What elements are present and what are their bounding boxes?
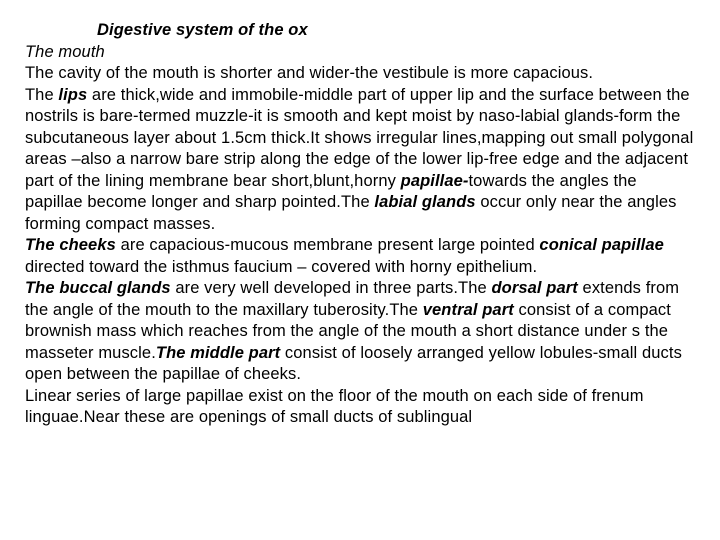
text-run: occur only near the angles forming compact masses. <box>25 193 677 233</box>
text-run: towards the angles the papillae become longer and sharp pointed.The <box>25 171 637 211</box>
text-run: directed toward the isthmus faucium – covered with horny epithelium. <box>25 257 538 276</box>
paragraph-mouth-cavity: The cavity of the mouth is shorter and wider-the vestibule is more capacious. <box>25 64 594 82</box>
text-run: are thick,wide and immobile-middle part of upper lip and the surface between the nostrils is bare-termed muzzle-it is smooth and kept moist by naso-labial glands-form the subcutaneous layer about 1.5cm thick.It shows irregular lines,mapping out small polygonal areas –also a narrow bare strip along the edge of the lower lip-free edge and the adjacent part of the lining membrane bear short,blunt,horny <box>25 85 694 190</box>
text-run: The <box>25 85 59 104</box>
term-lips: lips <box>58 85 88 104</box>
term-papillae: papillae- <box>400 171 469 190</box>
term-buccal-glands: The buccal glands <box>25 279 171 297</box>
text-run: are very well developed in three parts.The <box>170 279 492 297</box>
document-body <box>25 20 697 429</box>
section-heading-mouth: The mouth <box>25 42 105 61</box>
term-labial-glands: labial glands <box>374 193 476 211</box>
term-dorsal-part: dorsal part <box>491 279 578 297</box>
text-run: extends from the angle of the mouth to the maxillary tuberosity.The <box>25 279 680 319</box>
text-run: consist of loosely arranged yellow lobules-small ducts open between the papillae of cheeks. <box>25 343 682 383</box>
text-run: consist of a compact brownish mass which reaches from the angle of the mouth a short distance under s the masseter muscle. <box>25 300 671 362</box>
paragraph-lips <box>25 85 697 236</box>
paragraph-linear-papillae: Linear series of large papillae exist on the floor of the mouth on each side of frenum linguae.Near these are openings of small ducts of sublingual <box>25 386 644 426</box>
term-middle-part: The middle part <box>155 343 281 362</box>
document-title: Digestive system of the ox <box>97 21 308 39</box>
term-cheeks: The cheeks <box>25 236 116 254</box>
text-run: are capacious-mucous membrane present large pointed <box>115 236 540 254</box>
paragraph-buccal-glands <box>25 278 697 386</box>
term-ventral-part: ventral part <box>422 300 514 319</box>
term-conical-papillae: conical papillae <box>539 236 664 254</box>
paragraph-cheeks <box>25 235 697 278</box>
